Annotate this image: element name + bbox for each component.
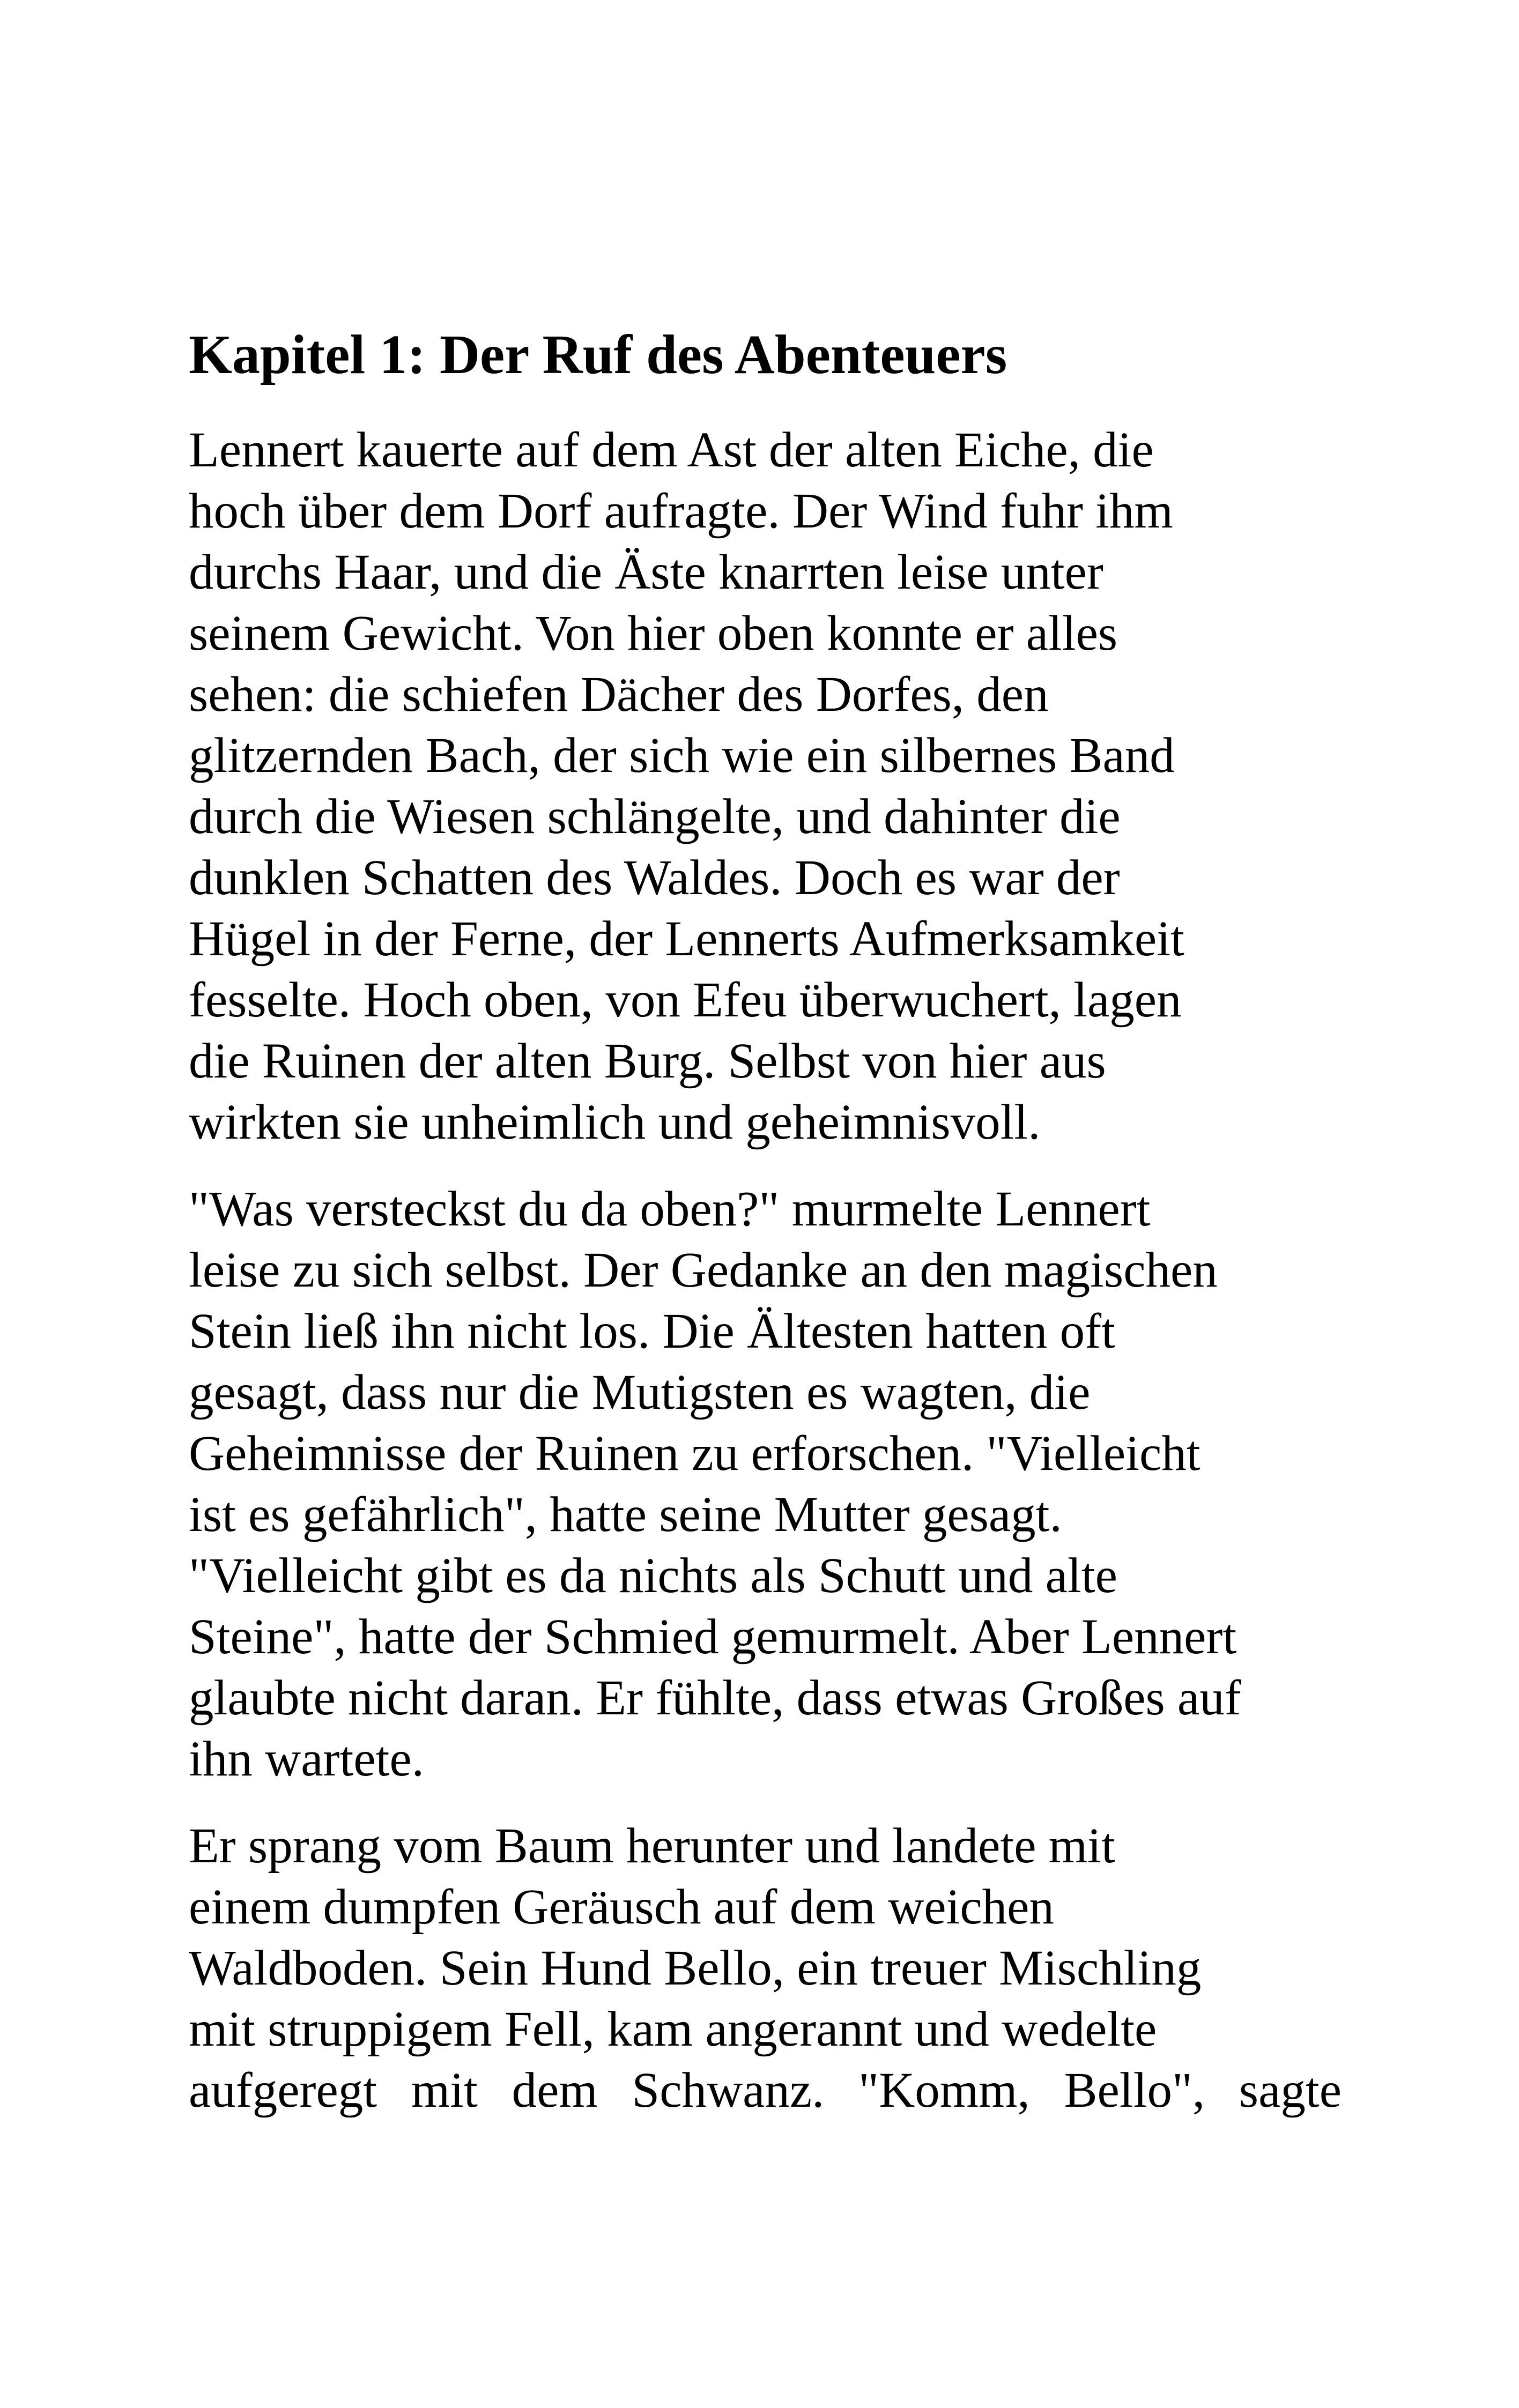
- text-line: durchs Haar, und die Äste knarrten leise unter: [189, 544, 1103, 600]
- text-line: Stein ließ ihn nicht los. Die Ältesten hatten oft: [189, 1303, 1115, 1359]
- text-line: die Ruinen der alten Burg. Selbst von hier aus: [189, 1033, 1106, 1089]
- text-line: seinem Gewicht. Von hier oben konnte er alles: [189, 605, 1118, 661]
- text-line: gesagt, dass nur die Mutigsten es wagten, die: [189, 1364, 1091, 1420]
- text-line: dunklen Schatten des Waldes. Doch es war der: [189, 850, 1120, 905]
- text-line: Lennert kauerte auf dem Ast der alten Eiche, die: [189, 422, 1154, 478]
- paragraph-3: [189, 1816, 1342, 2121]
- text-line: glitzernden Bach, der sich wie ein silbernes Band: [189, 727, 1175, 783]
- text-line: Geheimnisse der Ruinen zu erforschen. "Vielleicht: [189, 1425, 1201, 1481]
- text-line: mit struppigem Fell, kam angerannt und wedelte: [189, 2001, 1157, 2057]
- text-line: wirkten sie unheimlich und geheimnisvoll.: [189, 1094, 1041, 1150]
- chapter-content: [189, 322, 1342, 2147]
- text-line: einem dumpfen Geräusch auf dem weichen: [189, 1879, 1054, 1935]
- text-line: "Vielleicht gibt es da nichts als Schutt und alte: [189, 1548, 1117, 1603]
- text-line: Hügel in der Ferne, der Lennerts Aufmerksamkeit: [189, 911, 1184, 967]
- text-line: ist es gefährlich", hatte seine Mutter gesagt.: [189, 1487, 1062, 1542]
- text-line: fesselte. Hoch oben, von Efeu überwuchert, lagen: [189, 972, 1182, 1028]
- text-line: ihn wartete.: [189, 1731, 424, 1787]
- text-line: Er sprang vom Baum herunter und landete mit: [189, 1818, 1115, 1874]
- chapter-title: Kapitel 1: Der Ruf des Abenteuers: [189, 324, 1007, 385]
- text-line: "Was versteckst du da oben?" murmelte Lennert: [189, 1181, 1151, 1237]
- text-line: Steine", hatte der Schmied gemurmelt. Aber Lennert: [189, 1609, 1237, 1664]
- text-line: sehen: die schiefen Dächer des Dorfes, den: [189, 666, 1049, 722]
- text-line: leise zu sich selbst. Der Gedanke an den magischen: [189, 1242, 1218, 1298]
- text-line: aufgeregt mit dem Schwanz. "Komm, Bello", sagte: [189, 2062, 1342, 2118]
- text-line: durch die Wiesen schlängelte, und dahinter die: [189, 789, 1121, 844]
- text-line: glaubte nicht daran. Er fühlte, dass etwas Großes auf: [189, 1670, 1241, 1726]
- text-line: hoch über dem Dorf aufragte. Der Wind fuhr ihm: [189, 483, 1173, 539]
- paragraph-2: [189, 1179, 1342, 1790]
- paragraph-1: [189, 420, 1342, 1153]
- text-line: Waldboden. Sein Hund Bello, ein treuer Mischling: [189, 1940, 1202, 1996]
